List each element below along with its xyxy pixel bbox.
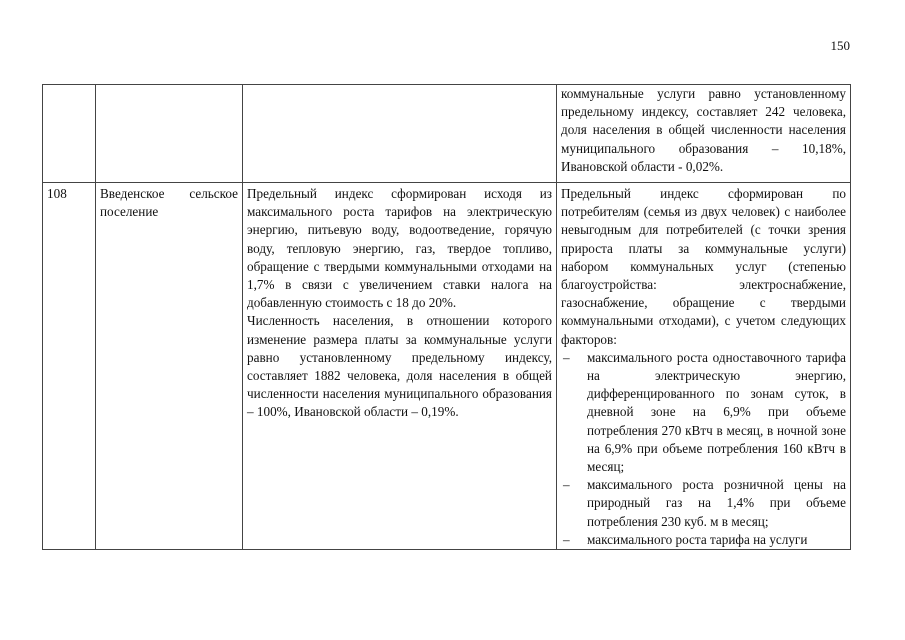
factor-text: максимального роста розничной цены на природный газ на 1,4% при объеме потребления 230 куб. м в месяц; xyxy=(587,477,846,529)
table-row-108 xyxy=(43,183,851,550)
table-cell-consumer-info: коммунальные услуги равно установленному предельному индексу, составляет 242 человека, доля населения в общей численности населения муниципального образования – 10,18%, Ивановской области - 0,02%. xyxy=(557,85,851,183)
page-number: 150 xyxy=(830,38,850,53)
row-number: 108 xyxy=(43,183,96,550)
table-row-continuation xyxy=(43,85,851,183)
tariff-table xyxy=(42,84,851,550)
consumer-info-cell xyxy=(557,183,851,550)
list-item xyxy=(561,476,846,531)
list-item xyxy=(561,531,846,549)
consumer-intro-paragraph: Предельный индекс сформирован по потребителям (семья из двух человек) с наиболее невыгодным для потребителей (с точки зрения прироста платы за коммунальные услуги) набором коммунальных услуг (степенью благоустройства: электроснабжение, газоснабжение, обращение с твердыми коммунальными отходами), с учетом следующих факторов: xyxy=(561,186,846,347)
dash-bullet: – xyxy=(563,477,570,493)
factor-text: максимального роста тарифа на услуги xyxy=(587,531,808,547)
table-cell-name xyxy=(96,85,243,183)
table-cell-number xyxy=(43,85,96,183)
index-basis-cell xyxy=(243,183,557,550)
dash-bullet: – xyxy=(563,349,570,365)
factor-list xyxy=(561,349,846,549)
factor-text: максимального роста одноставочного тарифа на электрическую энергию, дифференцированного по зонам суток, в дневной зоне на 6,9% при объеме потребления 270 кВтч в месяц, в ночной зоне на 6,9% при объеме потребления 160 кВтч в месяц; xyxy=(587,349,846,475)
table-cell-index-basis xyxy=(243,85,557,183)
population-paragraph: Численность населения, в отношении которого изменение размера платы за коммунальные услуги равно установленному предельному индексу, составляет 1882 человека, доля населения в общей численности населения муниципального образования – 100%, Ивановской области – 0,19%. xyxy=(247,313,552,420)
index-basis-paragraph: Предельный индекс сформирован исходя из максимального роста тарифов на электрическую энергию, питьевую воду, водоотведение, горячую воду, тепловую энергию, газ, твердое топливо, обращение с твердыми коммунальными отходами на 1,7% в связи с увеличением ставки налога на добавленную стоимость с 18 до 20%. xyxy=(247,186,552,311)
list-item xyxy=(561,349,846,476)
dash-bullet: – xyxy=(563,531,570,547)
municipality-name: Введенское сельское поселение xyxy=(96,183,243,550)
